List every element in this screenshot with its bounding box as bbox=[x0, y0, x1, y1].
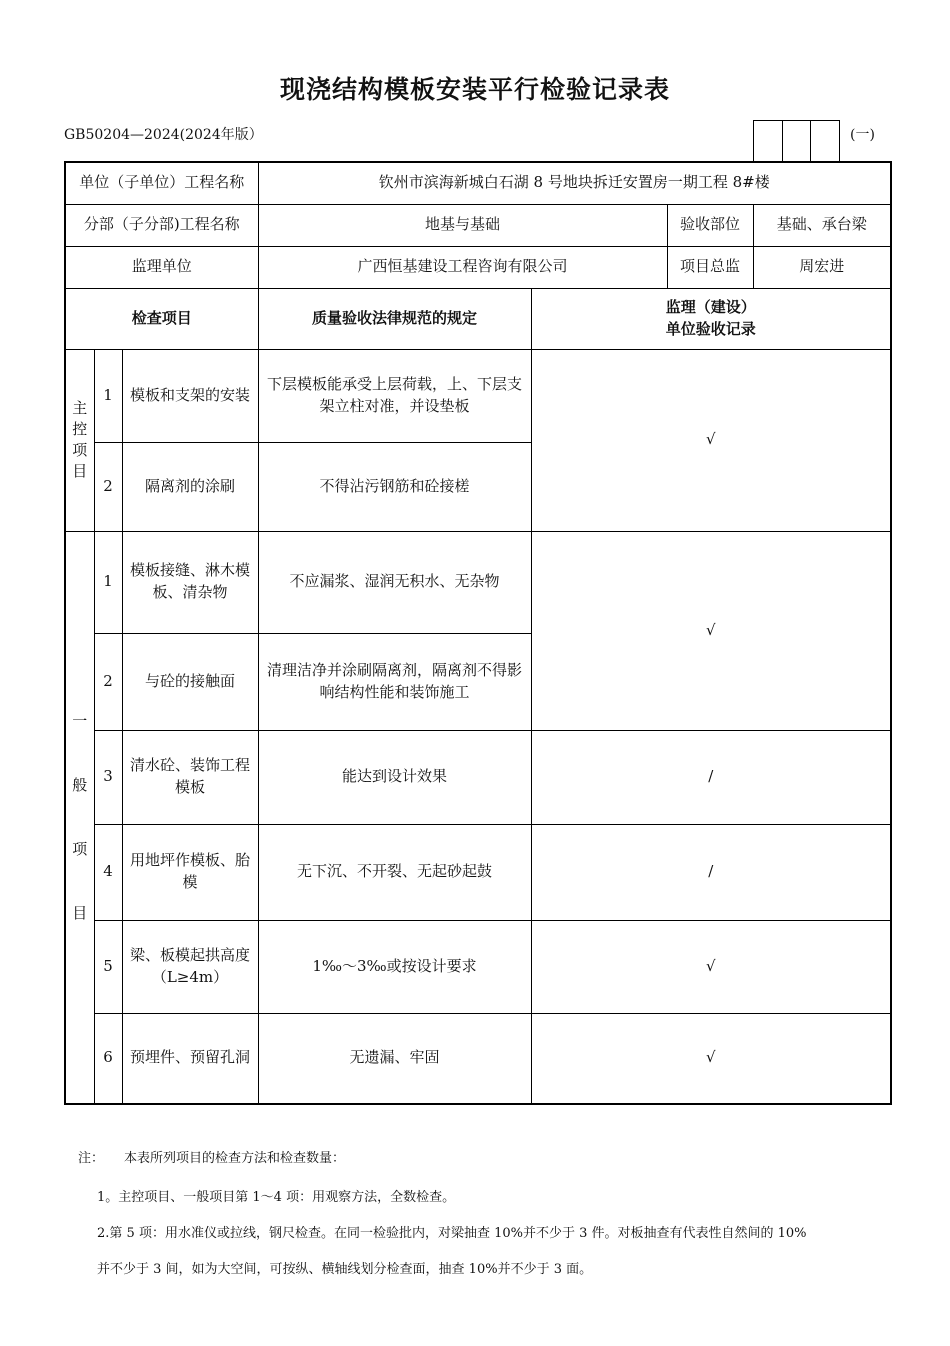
header-item: 检查项目 bbox=[65, 288, 258, 349]
note-line-2: 2.第 5 项：用水准仪或拉线，钢尺检查。在同一检验批内，对梁抽查 10%并不少于 3 件。对板抽查有代表性自然间的 10% bbox=[97, 1226, 807, 1241]
main-control-record[interactable]: √ bbox=[531, 349, 891, 531]
note-line-3: 并不少于 3 间，如为大空间，可按纵、横轴线划分检查面，抽查 10%并不少于 3 面。 bbox=[97, 1262, 593, 1277]
category-char: 一 bbox=[72, 712, 88, 731]
standard-code: GB50204—2024(2024年版） bbox=[64, 127, 263, 143]
item-name: 清水砼、装饰工程模板 bbox=[122, 730, 258, 824]
note-line-1: 1。主控项目、一般项目第 1～4 项：用观察方法，全数检查。 bbox=[97, 1190, 456, 1205]
item-number: 1 bbox=[94, 349, 122, 442]
item-spec: 无下沉、不开裂、无起砂起鼓 bbox=[258, 824, 531, 920]
item-name: 预埋件、预留孔洞 bbox=[122, 1013, 258, 1104]
division-row bbox=[65, 204, 891, 246]
item-number: 6 bbox=[94, 1013, 122, 1104]
item-spec: 无遗漏、牢固 bbox=[258, 1013, 531, 1104]
general-item-row bbox=[65, 531, 891, 633]
supervision-row bbox=[65, 246, 891, 288]
supervision-label: 监理单位 bbox=[65, 246, 258, 288]
item-name: 用地坪作模板、胎模 bbox=[122, 824, 258, 920]
chief-label: 项目总监 bbox=[667, 246, 753, 288]
acceptance-part-value: 基础、承台梁 bbox=[753, 204, 891, 246]
item-spec: 清理洁净并涂刷隔离剂，隔离剂不得影响结构性能和装饰施工 bbox=[258, 633, 531, 730]
chief-value: 周宏进 bbox=[753, 246, 891, 288]
inspection-table bbox=[64, 161, 892, 1105]
notes-intro: 本表所列项目的检查方法和检查数量： bbox=[124, 1151, 346, 1166]
header-record-line1: 监理（建设） bbox=[665, 297, 756, 316]
division-label: 分部（子分部)工程名称 bbox=[65, 204, 258, 246]
item-number: 2 bbox=[94, 442, 122, 531]
item-spec: 能达到设计效果 bbox=[258, 730, 531, 824]
item-spec: 不得沾污钢筋和砼接槎 bbox=[258, 442, 531, 531]
category-char: 目 bbox=[72, 904, 88, 923]
form-title: 现浇结构模板安装平行检验记录表 bbox=[279, 75, 670, 104]
general-item-row bbox=[65, 730, 891, 824]
item-name: 与砼的接触面 bbox=[122, 633, 258, 730]
category-char: 目 bbox=[72, 462, 88, 480]
unit-row bbox=[65, 162, 891, 204]
item-name: 隔离剂的涂刷 bbox=[122, 442, 258, 531]
category-char: 主 bbox=[72, 399, 88, 417]
general-item-row bbox=[65, 1013, 891, 1104]
item-number: 4 bbox=[94, 824, 122, 920]
category-char: 项 bbox=[72, 441, 88, 459]
category-char: 控 bbox=[72, 420, 88, 438]
main-item-row bbox=[65, 349, 891, 442]
item-number: 3 bbox=[94, 730, 122, 824]
number-box[interactable] bbox=[811, 121, 839, 161]
general-item-row bbox=[65, 920, 891, 1013]
header-record-line2: 单位验收记录 bbox=[665, 319, 756, 338]
header-row bbox=[65, 288, 891, 349]
general-category bbox=[65, 531, 94, 1104]
supervision-value: 广西恒基建设工程咨询有限公司 bbox=[258, 246, 667, 288]
number-box[interactable] bbox=[754, 121, 783, 161]
category-char: 般 bbox=[72, 776, 88, 795]
header-spec: 质量验收法律规范的规定 bbox=[258, 288, 531, 349]
item-record[interactable]: / bbox=[531, 824, 891, 920]
item-name: 梁、板模起拱高度（L≥4m） bbox=[122, 920, 258, 1013]
item-name: 模板接缝、淋木模板、清杂物 bbox=[122, 531, 258, 633]
category-char: 项 bbox=[72, 840, 88, 859]
item-record[interactable]: √ bbox=[531, 1013, 891, 1104]
division-value: 地基与基础 bbox=[258, 204, 667, 246]
number-box[interactable] bbox=[783, 121, 812, 161]
item-name: 模板和支架的安装 bbox=[122, 349, 258, 442]
header-record bbox=[531, 288, 891, 349]
sequence-label: (一) bbox=[850, 127, 875, 143]
item-spec: 1‰～3‰或按设计要求 bbox=[258, 920, 531, 1013]
item-record[interactable]: / bbox=[531, 730, 891, 824]
item-spec: 下层模板能承受上层荷载，上、下层支架立柱对准，并设垫板 bbox=[258, 349, 531, 442]
unit-label: 单位（子单位）工程名称 bbox=[65, 162, 258, 204]
main-control-category bbox=[65, 349, 94, 531]
unit-value: 钦州市滨海新城白石湖 8 号地块拆迁安置房一期工程 8#楼 bbox=[258, 162, 891, 204]
notes-label: 注： bbox=[78, 1151, 105, 1166]
record-number-boxes[interactable] bbox=[753, 120, 840, 162]
item-number: 2 bbox=[94, 633, 122, 730]
item-number: 1 bbox=[94, 531, 122, 633]
acceptance-part-label: 验收部位 bbox=[667, 204, 753, 246]
item-number: 5 bbox=[94, 920, 122, 1013]
item-spec: 不应漏浆、湿润无积水、无杂物 bbox=[258, 531, 531, 633]
general-group-record[interactable]: √ bbox=[531, 531, 891, 730]
item-record[interactable]: √ bbox=[531, 920, 891, 1013]
general-item-row bbox=[65, 824, 891, 920]
